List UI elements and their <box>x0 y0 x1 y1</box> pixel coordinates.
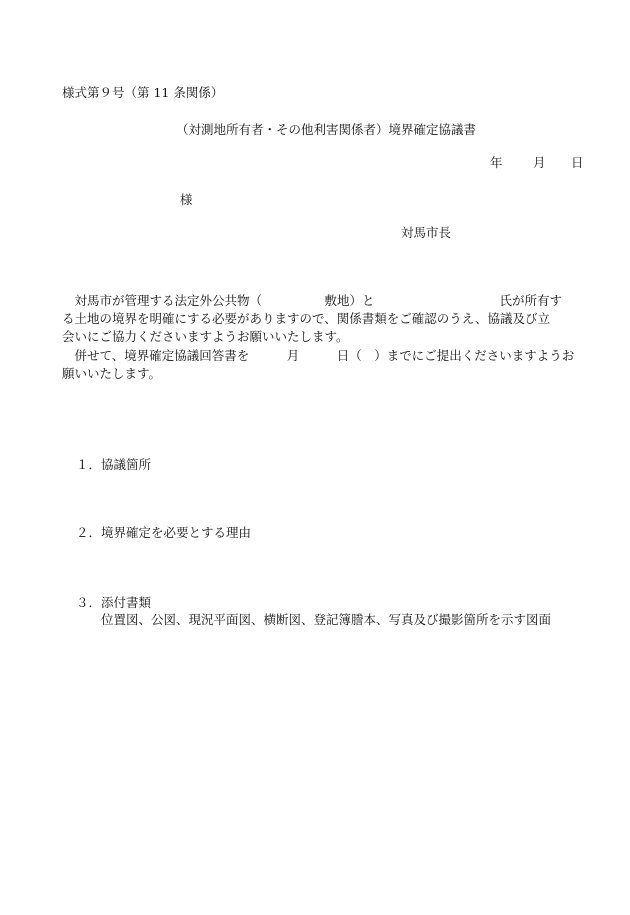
body-paragraph-1 <box>62 292 592 346</box>
body-line: 併せて、境界確定協議回答書を 月 日（ ）までにご提出くださいますようお <box>62 348 575 363</box>
attachments-list: 位置図、公図、現況平面図、横断図、登記簿謄本、写真及び撮影箇所を示す図面 <box>101 612 552 627</box>
date-year: 年 <box>490 155 503 170</box>
addressee-suffix: 様 <box>180 192 193 207</box>
section-heading-attachments: ３．添付書類 <box>76 595 152 610</box>
form-number: 様式第９号（第 11 条関係） <box>62 85 224 100</box>
section-heading-location: １．協議箇所 <box>76 457 152 472</box>
date-month: 月 <box>533 155 546 170</box>
sender-name: 対馬市長 <box>401 225 452 240</box>
date-day: 日 <box>571 155 584 170</box>
document-title: （対測地所有者・その他利害関係者）境界確定協議書 <box>176 122 477 137</box>
body-line: 対馬市が管理する法定外公共物（ 敷地）と 氏が所有す <box>62 293 563 308</box>
body-line: 願いいたします。 <box>62 366 162 381</box>
body-line: る土地の境界を明確にする必要がありますので、関係書類をご確認のうえ、協議及び立 <box>62 311 551 326</box>
section-heading-reason: ２．境界確定を必要とする理由 <box>76 525 252 540</box>
body-paragraph-2 <box>62 347 592 383</box>
body-line: 会いにご協力くださいますようお願いいたします。 <box>62 329 349 344</box>
